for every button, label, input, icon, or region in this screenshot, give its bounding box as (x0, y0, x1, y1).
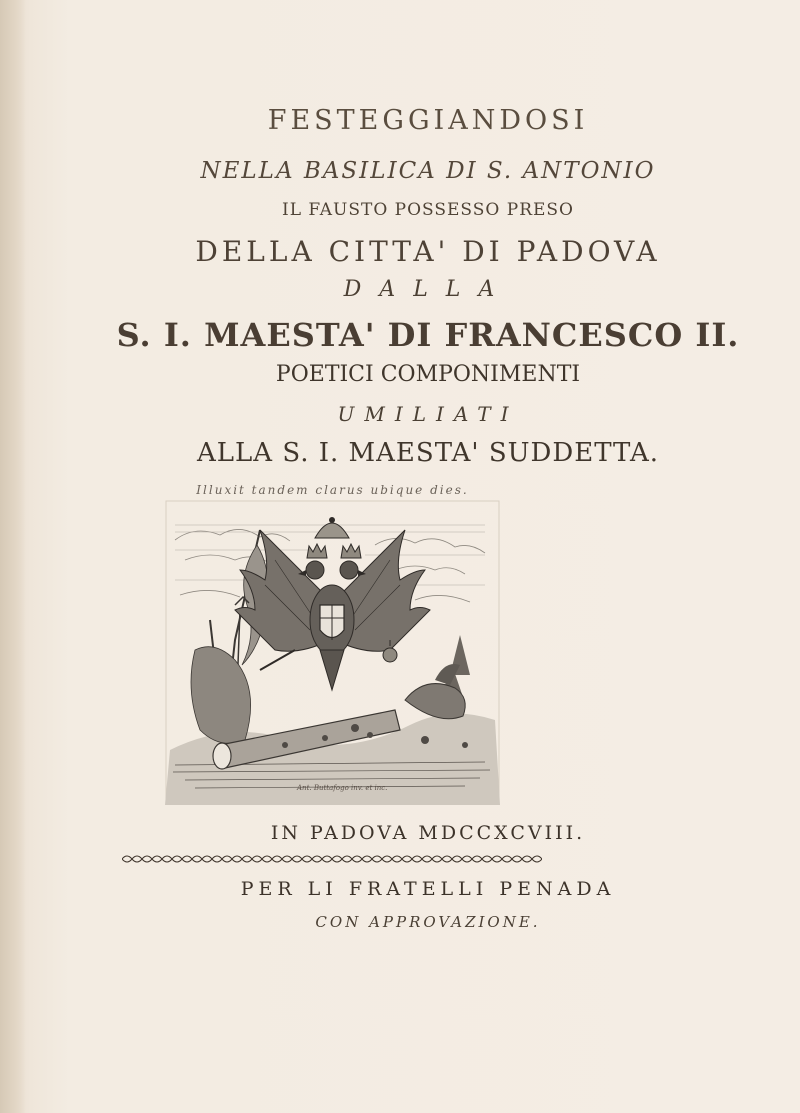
ornamental-rule-icon (122, 852, 542, 866)
title-line-festeggiandosi: FESTEGGIANDOSI (267, 105, 589, 136)
title-line-componimenti: POETICI COMPONIMENTI (275, 362, 581, 387)
page-gutter (0, 0, 26, 1113)
title-line-dalla: DALLA (343, 277, 513, 302)
title-line-suddetta: ALLA S. I. MAESTA' SUDDETTA. (196, 438, 660, 468)
title-line-francesco: S. I. MAESTA' DI FRANCESCO II. (116, 316, 740, 354)
engraving-motto: Illuxit tandem clarus ubique dies. (196, 483, 469, 497)
imprint-place: IN PADOVA MDCCXCVIII. (270, 822, 586, 844)
title-line-padova: DELLA CITTA' DI PADOVA (195, 235, 661, 268)
double-headed-eagle-engraving-icon (165, 500, 500, 805)
title-line-basilica: NELLA BASILICA DI S. ANTONIO (200, 158, 656, 184)
publisher-line: PER LI FRATELLI PENADA (240, 878, 616, 900)
engraver-signature: Ant. Buttafogo inv. et inc. (297, 784, 388, 792)
approval-line: CON APPROVAZIONE. (315, 913, 541, 931)
title-line-possesso: IL FAUSTO POSSESSO PRESO (282, 200, 574, 220)
title-line-umiliati: UMILIATI (337, 402, 519, 426)
